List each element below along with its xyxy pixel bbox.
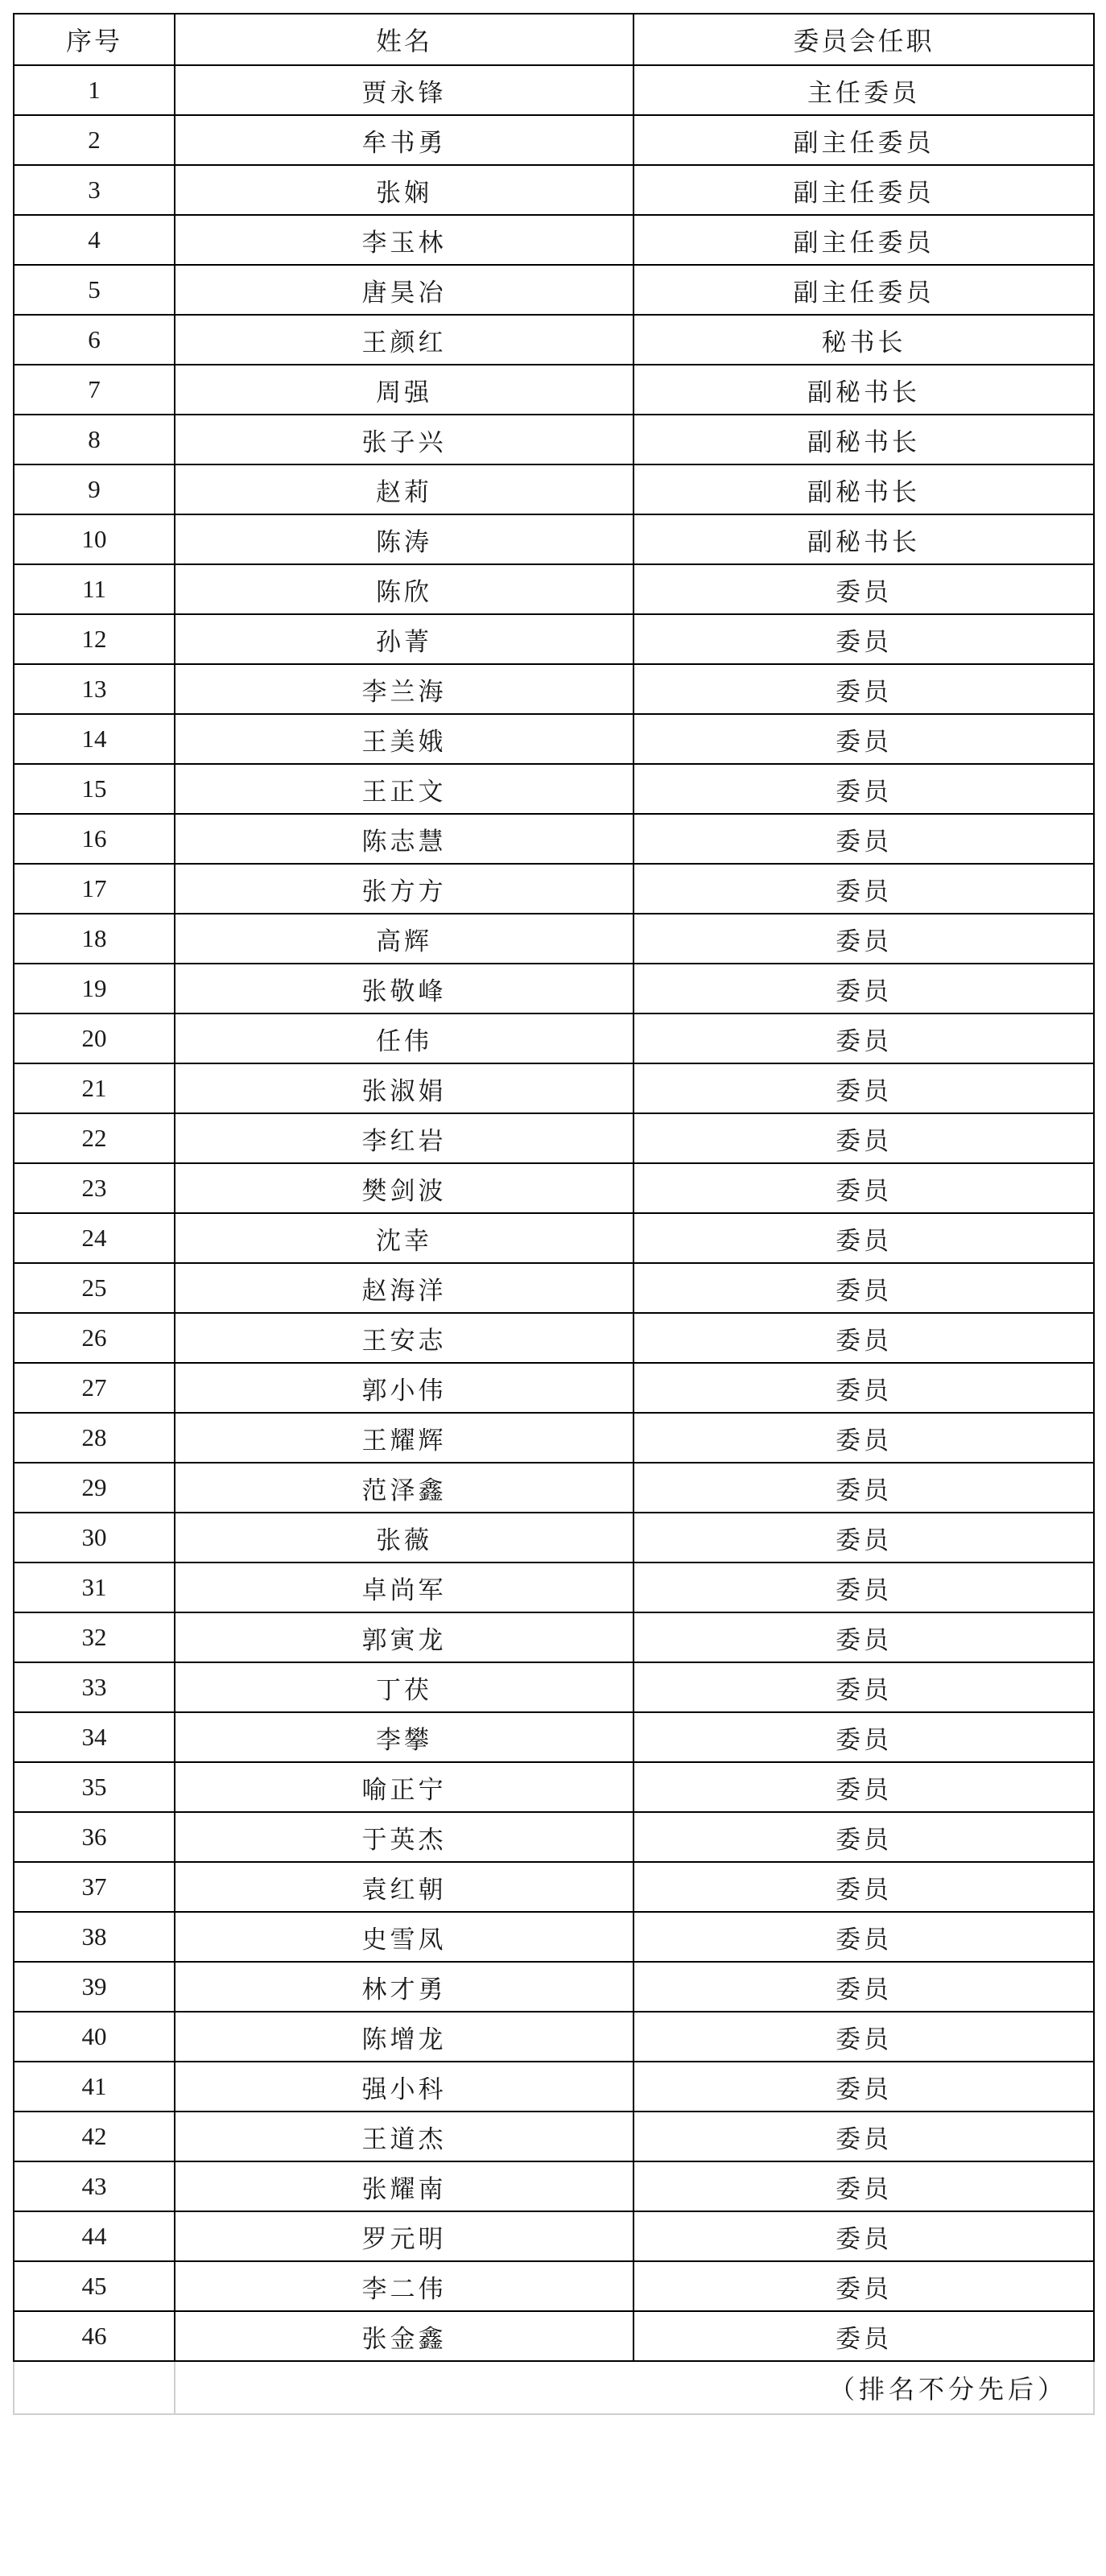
member-name-cell: 陈涛 (175, 514, 633, 564)
member-name-cell: 陈欣 (175, 564, 633, 614)
member-name-cell: 张子兴 (175, 415, 633, 464)
table-row (14, 315, 1094, 365)
committee-position-cell: 委员 (633, 1812, 1094, 1862)
member-name-cell: 袁红朝 (175, 1862, 633, 1912)
serial-number-cell: 1 (14, 65, 175, 115)
committee-position-cell: 委员 (633, 864, 1094, 914)
member-name-cell: 贾永锋 (175, 65, 633, 115)
serial-number-cell: 7 (14, 365, 175, 415)
committee-position-cell: 委员 (633, 814, 1094, 864)
committee-position-cell: 委员 (633, 1063, 1094, 1113)
table-row (14, 514, 1094, 564)
table-row (14, 2161, 1094, 2211)
serial-number-cell: 39 (14, 1962, 175, 2012)
table-row (14, 1213, 1094, 1263)
ranking-footnote: （排名不分先后） (175, 2361, 1094, 2414)
member-name-cell: 陈增龙 (175, 2012, 633, 2062)
committee-position-cell: 委员 (633, 2211, 1094, 2261)
committee-position-cell: 委员 (633, 1712, 1094, 1762)
committee-position-cell: 委员 (633, 1013, 1094, 1063)
serial-number-cell: 29 (14, 1463, 175, 1513)
serial-number-cell: 8 (14, 415, 175, 464)
member-name-cell: 林才勇 (175, 1962, 633, 2012)
serial-number-cell: 45 (14, 2261, 175, 2311)
committee-position-cell: 主任委员 (633, 65, 1094, 115)
table-row (14, 415, 1094, 464)
member-name-cell: 郭寅龙 (175, 1612, 633, 1662)
committee-position-cell: 委员 (633, 1463, 1094, 1513)
table-row (14, 1313, 1094, 1363)
table-row (14, 1862, 1094, 1912)
table-row (14, 1163, 1094, 1213)
member-name-cell: 王正文 (175, 764, 633, 814)
member-name-cell: 孙菁 (175, 614, 633, 664)
serial-number-cell: 44 (14, 2211, 175, 2261)
table-row (14, 864, 1094, 914)
member-name-cell: 王安志 (175, 1313, 633, 1363)
table-row (14, 764, 1094, 814)
table-header (14, 14, 1094, 65)
serial-number-cell: 14 (14, 714, 175, 764)
member-name-cell: 赵海洋 (175, 1263, 633, 1313)
committee-position-cell: 副秘书长 (633, 415, 1094, 464)
member-name-cell: 范泽鑫 (175, 1463, 633, 1513)
member-name-cell: 于英杰 (175, 1812, 633, 1862)
member-name-cell: 张金鑫 (175, 2311, 633, 2361)
serial-number-cell: 38 (14, 1912, 175, 1962)
serial-number-cell: 42 (14, 2112, 175, 2161)
member-name-cell: 喻正宁 (175, 1762, 633, 1812)
committee-position-cell: 委员 (633, 1313, 1094, 1363)
table-row (14, 115, 1094, 165)
committee-position-cell: 副秘书长 (633, 464, 1094, 514)
member-name-cell: 张娴 (175, 165, 633, 215)
serial-number-cell: 18 (14, 914, 175, 964)
serial-number-cell: 27 (14, 1363, 175, 1413)
serial-number-cell: 22 (14, 1113, 175, 1163)
committee-position-cell: 委员 (633, 1612, 1094, 1662)
member-name-cell: 任伟 (175, 1013, 633, 1063)
table-row (14, 714, 1094, 764)
committee-position-cell: 委员 (633, 614, 1094, 664)
serial-number-cell: 13 (14, 664, 175, 714)
serial-number-cell: 10 (14, 514, 175, 564)
table-row (14, 365, 1094, 415)
committee-position-cell: 委员 (633, 1962, 1094, 2012)
table-row (14, 2012, 1094, 2062)
serial-number-cell: 28 (14, 1413, 175, 1463)
serial-number-cell: 23 (14, 1163, 175, 1213)
table-row (14, 1063, 1094, 1113)
table-row (14, 1263, 1094, 1313)
committee-position-cell: 委员 (633, 1563, 1094, 1612)
table-row (14, 814, 1094, 864)
serial-number-cell: 31 (14, 1563, 175, 1612)
table-row (14, 2112, 1094, 2161)
committee-position-cell: 委员 (633, 2311, 1094, 2361)
header-row (14, 14, 1094, 65)
table-row (14, 1662, 1094, 1712)
table-row (14, 1612, 1094, 1662)
table-row (14, 1712, 1094, 1762)
member-name-cell: 罗元明 (175, 2211, 633, 2261)
committee-position-cell: 副秘书长 (633, 514, 1094, 564)
committee-position-cell: 委员 (633, 1862, 1094, 1912)
serial-number-cell: 16 (14, 814, 175, 864)
member-name-cell: 李红岩 (175, 1113, 633, 1163)
member-name-cell: 张方方 (175, 864, 633, 914)
committee-position-cell: 副主任委员 (633, 115, 1094, 165)
committee-position-cell: 委员 (633, 714, 1094, 764)
member-name-cell: 张耀南 (175, 2161, 633, 2211)
member-name-cell: 李兰海 (175, 664, 633, 714)
committee-position-cell: 副秘书长 (633, 365, 1094, 415)
table-row (14, 1413, 1094, 1463)
table-row (14, 614, 1094, 664)
header-committee-position: 委员会任职 (633, 14, 1094, 65)
serial-number-cell: 6 (14, 315, 175, 365)
committee-position-cell: 委员 (633, 1912, 1094, 1962)
committee-position-cell: 委员 (633, 914, 1094, 964)
committee-position-cell: 副主任委员 (633, 265, 1094, 315)
member-name-cell: 张敬峰 (175, 964, 633, 1013)
footnote-empty-cell (14, 2361, 175, 2414)
table-row (14, 964, 1094, 1013)
table-row (14, 564, 1094, 614)
table-row (14, 1463, 1094, 1513)
committee-position-cell: 委员 (633, 2112, 1094, 2161)
member-name-cell: 史雪凤 (175, 1912, 633, 1962)
member-name-cell: 沈幸 (175, 1213, 633, 1263)
committee-position-cell: 委员 (633, 1413, 1094, 1463)
serial-number-cell: 37 (14, 1862, 175, 1912)
committee-position-cell: 委员 (633, 1513, 1094, 1563)
committee-position-cell: 委员 (633, 2012, 1094, 2062)
member-name-cell: 张薇 (175, 1513, 633, 1563)
serial-number-cell: 33 (14, 1662, 175, 1712)
serial-number-cell: 26 (14, 1313, 175, 1363)
member-name-cell: 张淑娟 (175, 1063, 633, 1113)
member-name-cell: 陈志慧 (175, 814, 633, 864)
member-name-cell: 丁茯 (175, 1662, 633, 1712)
member-name-cell: 王颜红 (175, 315, 633, 365)
serial-number-cell: 24 (14, 1213, 175, 1263)
member-name-cell: 强小科 (175, 2062, 633, 2112)
committee-position-cell: 委员 (633, 2161, 1094, 2211)
serial-number-cell: 30 (14, 1513, 175, 1563)
committee-position-cell: 副主任委员 (633, 165, 1094, 215)
committee-members-table (13, 13, 1095, 2415)
member-name-cell: 李二伟 (175, 2261, 633, 2311)
member-name-cell: 周强 (175, 365, 633, 415)
serial-number-cell: 32 (14, 1612, 175, 1662)
table-row (14, 2062, 1094, 2112)
table-row (14, 914, 1094, 964)
committee-position-cell: 委员 (633, 764, 1094, 814)
table-row (14, 1013, 1094, 1063)
table-row (14, 165, 1094, 215)
serial-number-cell: 34 (14, 1712, 175, 1762)
serial-number-cell: 2 (14, 115, 175, 165)
committee-position-cell: 委员 (633, 964, 1094, 1013)
table-row (14, 1513, 1094, 1563)
serial-number-cell: 15 (14, 764, 175, 814)
member-name-cell: 唐昊冶 (175, 265, 633, 315)
committee-position-cell: 委员 (633, 1163, 1094, 1213)
serial-number-cell: 11 (14, 564, 175, 614)
committee-position-cell: 委员 (633, 1263, 1094, 1313)
table-row (14, 1912, 1094, 1962)
table-row (14, 65, 1094, 115)
table-row (14, 2311, 1094, 2361)
member-name-cell: 王道杰 (175, 2112, 633, 2161)
serial-number-cell: 19 (14, 964, 175, 1013)
table-row (14, 1962, 1094, 2012)
member-list-sheet (13, 13, 1093, 2415)
member-name-cell: 郭小伟 (175, 1363, 633, 1413)
member-name-cell: 高辉 (175, 914, 633, 964)
committee-position-cell: 委员 (633, 1762, 1094, 1812)
committee-position-cell: 委员 (633, 564, 1094, 614)
serial-number-cell: 25 (14, 1263, 175, 1313)
table-row (14, 1812, 1094, 1862)
serial-number-cell: 12 (14, 614, 175, 664)
member-name-cell: 李玉林 (175, 215, 633, 265)
member-name-cell: 赵莉 (175, 464, 633, 514)
member-name-cell: 王耀辉 (175, 1413, 633, 1463)
table-row (14, 664, 1094, 714)
serial-number-cell: 17 (14, 864, 175, 914)
committee-position-cell: 委员 (633, 1363, 1094, 1413)
header-name: 姓名 (175, 14, 633, 65)
serial-number-cell: 4 (14, 215, 175, 265)
serial-number-cell: 3 (14, 165, 175, 215)
member-name-cell: 王美娥 (175, 714, 633, 764)
serial-number-cell: 40 (14, 2012, 175, 2062)
member-name-cell: 李攀 (175, 1712, 633, 1762)
table-row (14, 215, 1094, 265)
header-serial-number: 序号 (14, 14, 175, 65)
member-name-cell: 卓尚军 (175, 1563, 633, 1612)
committee-position-cell: 秘书长 (633, 315, 1094, 365)
member-name-cell: 樊剑波 (175, 1163, 633, 1213)
serial-number-cell: 5 (14, 265, 175, 315)
table-row (14, 1363, 1094, 1413)
committee-position-cell: 委员 (633, 2261, 1094, 2311)
table-footer (14, 2361, 1094, 2414)
table-row (14, 265, 1094, 315)
committee-position-cell: 委员 (633, 664, 1094, 714)
serial-number-cell: 20 (14, 1013, 175, 1063)
committee-position-cell: 副主任委员 (633, 215, 1094, 265)
serial-number-cell: 35 (14, 1762, 175, 1812)
table-row (14, 1113, 1094, 1163)
table-row (14, 464, 1094, 514)
member-name-cell: 牟书勇 (175, 115, 633, 165)
committee-position-cell: 委员 (633, 1213, 1094, 1263)
committee-position-cell: 委员 (633, 1662, 1094, 1712)
committee-position-cell: 委员 (633, 2062, 1094, 2112)
table-row (14, 2211, 1094, 2261)
table-body (14, 65, 1094, 2361)
serial-number-cell: 46 (14, 2311, 175, 2361)
serial-number-cell: 36 (14, 1812, 175, 1862)
serial-number-cell: 43 (14, 2161, 175, 2211)
table-row (14, 2261, 1094, 2311)
table-row (14, 1762, 1094, 1812)
table-row (14, 1563, 1094, 1612)
serial-number-cell: 41 (14, 2062, 175, 2112)
footnote-row (14, 2361, 1094, 2414)
committee-position-cell: 委员 (633, 1113, 1094, 1163)
serial-number-cell: 21 (14, 1063, 175, 1113)
serial-number-cell: 9 (14, 464, 175, 514)
